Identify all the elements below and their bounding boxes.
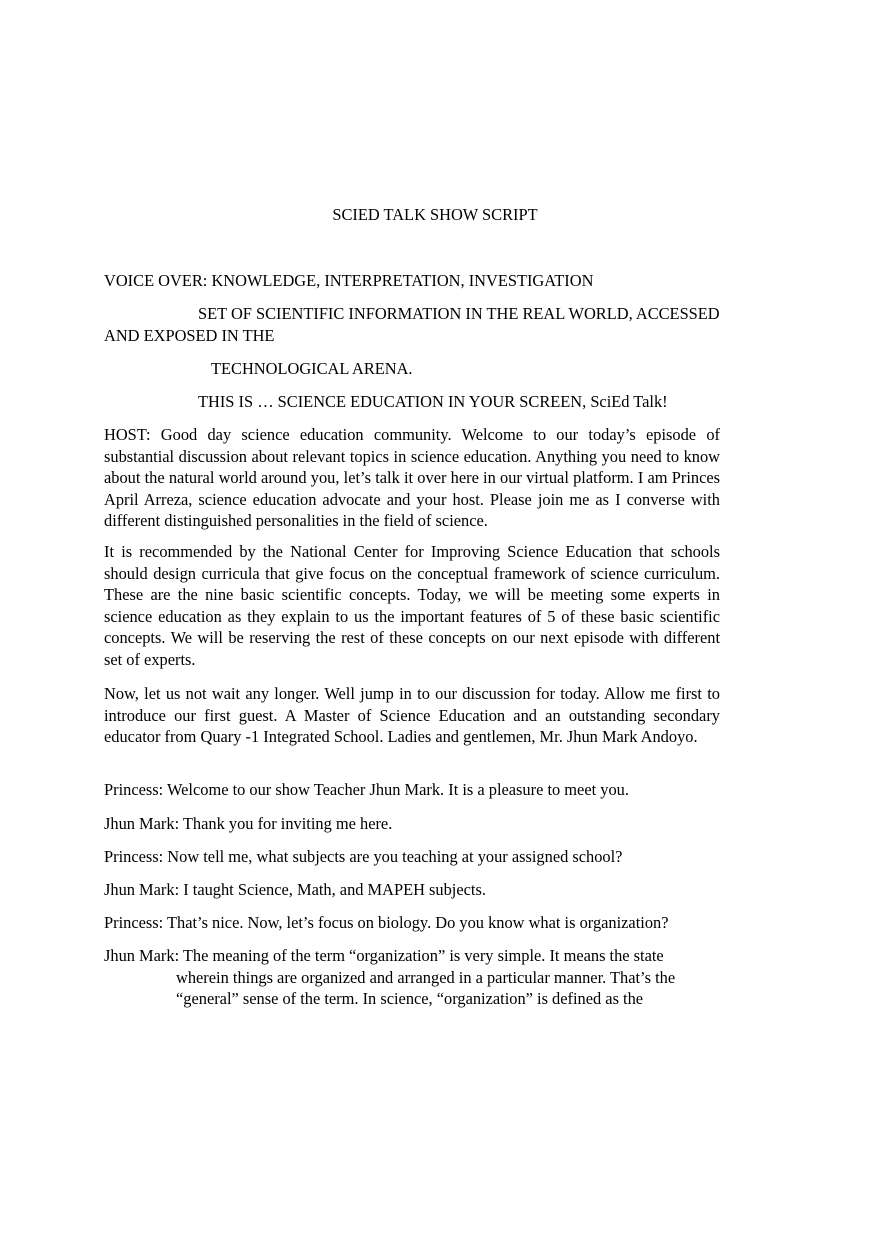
dialogue-line-3: Princess: Now tell me, what subjects are you teaching at your assigned school? — [104, 847, 623, 866]
dialogue-line-5: Princess: That’s nice. Now, let’s focus on biology. Do you know what is organization? — [104, 913, 669, 932]
dialogue-line-2: Jhun Mark: Thank you for inviting me here. — [104, 814, 393, 833]
dialogue-line-6 — [104, 945, 724, 1010]
dialogue-line-6-cont-1: wherein things are organized and arranged in a particular manner. That’s the — [176, 967, 676, 987]
voice-over-line-4: THIS IS … SCIENCE EDUCATION IN YOUR SCREEN, SciEd Talk! — [198, 392, 668, 411]
document-title: SCIED TALK SHOW SCRIPT — [332, 205, 538, 224]
dialogue-line-6-cont-2: “general” sense of the term. In science, “organization” is defined as the — [176, 989, 644, 1008]
dialogue-line-4: Jhun Mark: I taught Science, Math, and MAPEH subjects. — [104, 880, 486, 899]
voice-over-line-1: VOICE OVER: KNOWLEDGE, INTERPRETATION, INVESTIGATION — [104, 271, 594, 290]
voice-over-line-2a: SET OF SCIENTIFIC INFORMATION IN THE REAL WORLD, ACCESSED — [198, 304, 720, 323]
host-intro-paragraph: HOST: Good day science education community. Welcome to our today’s episode of substantial discussion about relevant topics in science education. Anything you need to know about the natural world around you, let’s talk it over here in our virtual platform. I am Princes April Arreza, science education advocate and your host. Please join me as I converse with different distinguished personalities in the field of science. — [104, 425, 720, 530]
introduction-paragraph: Now, let us not wait any longer. Well jump in to our discussion for today. Allow me first to introduce our first guest. A Master of Science Education and an outstanding secondary educator from Quary -1 Integrated School. Ladies and gentlemen, Mr. Jhun Mark Andoyo. — [104, 684, 720, 746]
voice-over-line-3: TECHNOLOGICAL ARENA. — [211, 359, 413, 378]
recommendation-paragraph: It is recommended by the National Center for Improving Science Education that schools should design curricula that give focus on the conceptual framework of science curriculum. These are the nine basic scientific concepts. Today, we will be meeting some experts in science education as they explain to us the important features of 5 of these basic scientific concepts. We will be reserving the rest of these concepts on our next episode with different set of experts. — [104, 542, 720, 669]
voice-over-line-2b: AND EXPOSED IN THE — [104, 326, 275, 345]
dialogue-line-1: Princess: Welcome to our show Teacher Jhun Mark. It is a pleasure to meet you. — [104, 780, 629, 799]
dialogue-line-6-first: Jhun Mark: The meaning of the term “organization” is very simple. It means the state — [104, 946, 664, 965]
